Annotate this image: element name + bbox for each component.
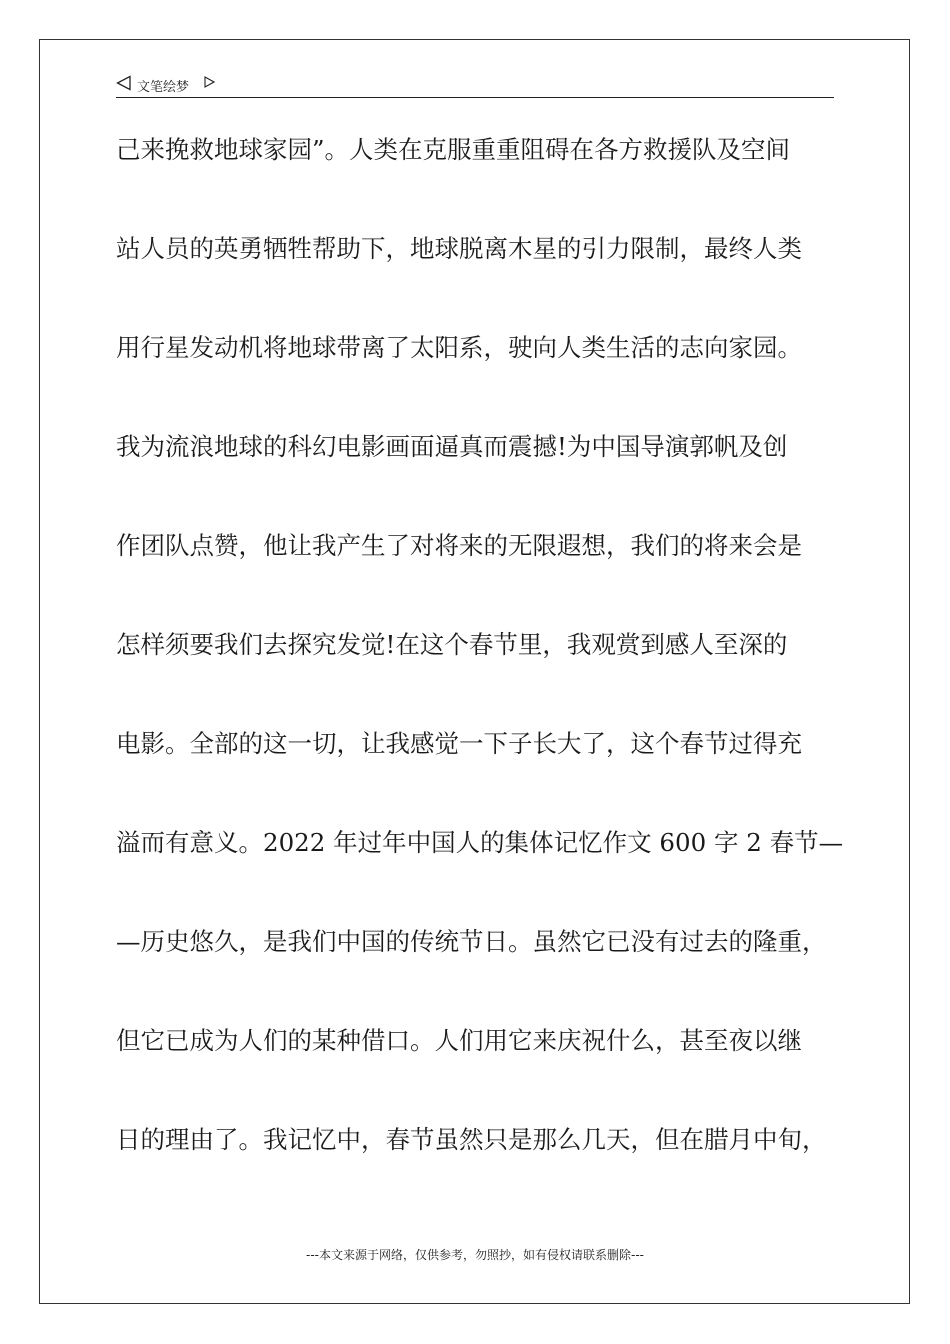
triangle-right-icon: [204, 76, 215, 88]
text-line: 怎样须要我们去探究发觉!在这个春节里，我观赏到感人至深的: [116, 630, 788, 659]
text-line: 己来挽救地球家园”。人类在克服重重阻碍在各方救援队及空间: [116, 135, 791, 164]
text-line: —历史悠久，是我们中国的传统节日。虽然它已没有过去的隆重，: [116, 927, 827, 956]
text-line: 日的理由了。我记忆中，春节虽然只是那么几天，但在腊月中旬，: [116, 1125, 827, 1154]
triangle-left-icon: [116, 75, 132, 91]
text-line: 溢而有意义。2022 年过年中国人的集体记忆作文 600 字 2 春节—: [116, 828, 844, 857]
text-line: 但它已成为人们的某种借口。人们用它来庆祝什么，甚至夜以继: [116, 1026, 802, 1055]
text-line: 站人员的英勇牺牲帮助下，地球脱离木星的引力限制，最终人类: [116, 234, 802, 263]
text-line: 作团队点赞，他让我产生了对将来的无限遐想，我们的将来会是: [116, 531, 802, 560]
document-body: [116, 130, 856, 1219]
text-line: 我为流浪地球的科幻电影画面逼真而震撼!为中国导演郭帆及创: [116, 432, 788, 461]
page-header: [116, 72, 834, 98]
text-line: 用行星发动机将地球带离了太阳系，驶向人类生活的志向家园。: [116, 333, 802, 362]
header-title: 文笔绘梦: [137, 80, 190, 95]
page-footer: ---本文来源于网络，仅供参考，勿照抄，如有侵权请联系删除---: [306, 1248, 644, 1262]
text-line: 电影。全部的这一切，让我感觉一下子长大了，这个春节过得充: [116, 729, 802, 758]
